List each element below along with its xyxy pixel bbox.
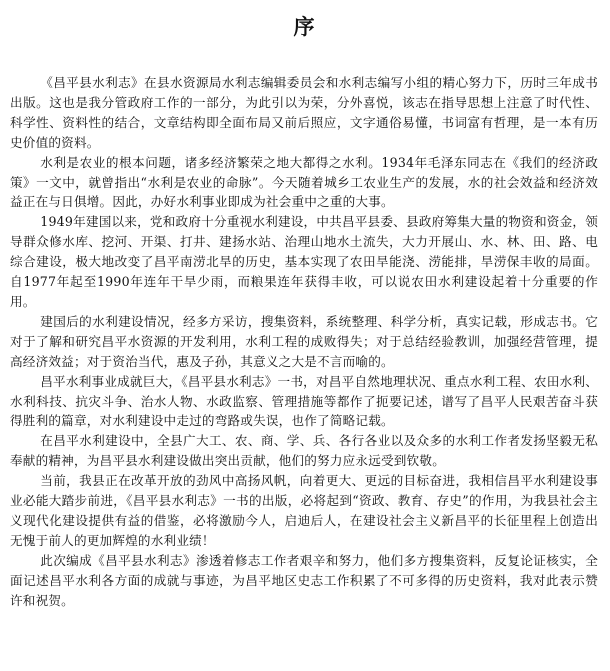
paragraph: 1949年建国以来，党和政府十分重视水利建设，中共昌平县委、县政府筹集大量的物资和资金，领导群众修水库、挖河、开渠、打井、建扬水站、治理山地水土流失，大力开展山、水、林、田、路、电综合建设，极大地改变了昌平南涝北旱的历史，基本实现了农田旱能浇、涝能排，旱涝保丰收的局面。自1977年起至1990年连年干旱少雨，而粮果连年获得丰收，可以说农田水利建设起着十分重要的作用。 <box>10 214 598 309</box>
paragraph: 建国后的水利建设情况，经多方采访，搜集资料，系统整理、科学分析，真实记载，形成志书。它对于了解和研究昌平水资源的开发利用，水利工程的成败得失；对于总结经验教训，加强经营管理，提高经济效益；对于资治当代，惠及子孙，其意义之大是不言而喻的。 <box>10 313 598 369</box>
paragraph: 当前，我县正在改革开放的劲风中高扬风帆，向着更大、更远的目标奋进，我相信昌平水利建设事业必能大踏步前进，《昌平县水利志》一书的出版，必将起到“资政、教育、存史”的作用，为我县社会主义现代化建设提供有益的借鉴，必将激励今人，启迪后人，在建设社会主义新昌平的长征里程上创造出无愧于前人的更加辉煌的水利业绩！ <box>10 473 598 548</box>
paragraph: 《昌平县水利志》在县水资源局水利志编辑委员会和水利志编写小组的精心努力下，历时三年成书出版。这也是我分管政府工作的一部分，为此引以为荣，分外喜悦，该志在指导思想上注意了时代性、科学性、资料性的结合，文章结构即全面布局又前后照应，文字通俗易懂，书词富有哲理，是一本有历史价值的资料。 <box>10 75 598 150</box>
paragraph: 昌平水利事业成就巨大，《昌平县水利志》一书，对昌平自然地理状况、重点水利工程、农田水利、水利科技、抗灾斗争、治水人物、水政监察、管理措施等都作了扼要记述，谱写了昌平人民艰苦奋斗获得胜利的篇章，对水利建设中走过的弯路或失误，也作了简略记载。 <box>10 373 598 429</box>
paragraph: 水利是农业的根本问题，诸多经济繁荣之地大都得之水利。1934年毛泽东同志在《我们的经济政策》一文中，就曾指出“水利是农业的命脉”。今天随着城乡工农业生产的发展，水的社会效益和经济效益正在与日俱增。因此，办好水利事业即成为社会重中之重的大事。 <box>10 154 598 210</box>
page-title: 序 <box>293 14 317 39</box>
paragraph: 此次编成《昌平县水利志》渗透着修志工作者艰辛和努力，他们多方搜集资料，反复论证核实，全面记述昌平水利各方面的成就与事迹，为昌平地区史志工作积累了不可多得的历史资料，我对此表示赞许和祝贺。 <box>10 552 598 608</box>
paragraph: 在昌平水利建设中，全县广大工、农、商、学、兵、各行各业以及众多的水利工作者发扬坚毅无私奉献的精神，为昌平县水利建设做出突出贡献，他们的努力应永远受到钦敬。 <box>10 433 598 469</box>
preface-body <box>10 73 598 610</box>
